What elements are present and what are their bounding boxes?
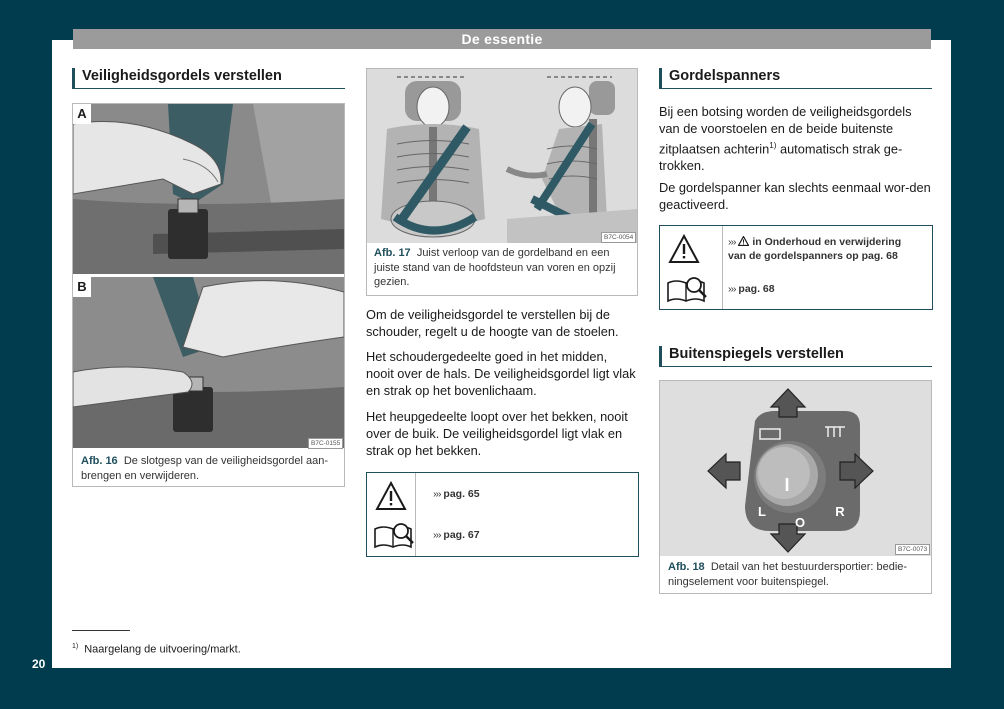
footnote [72,643,241,656]
paragraph-pretensioner-crash-part2: automatisch strak ge-trokken. [659,141,903,174]
warning-reference-text-line1: in Onderhoud en verwijdering [749,236,902,248]
figure-17-caption-text: Juist verloop van de gordelband en een juiste stand van de hoofdsteun van voren en opzij gezien. [374,247,616,288]
warning-reference-arrow: ››› [433,488,441,500]
figure-18-caption-label: Afb. 18 [668,561,705,573]
belt-buckle-release-illustration [73,277,344,448]
figure-16-panel-b [73,277,344,448]
paragraph-shoulder-position: Het schoudergedeelte goed in het midden, nooit over de hals. De veiligheidsgordel ligt vlak en strak op het bovenlichaam. [366,349,636,398]
figure-16-panel-a [73,104,344,274]
figure-18 [659,380,932,594]
warning-reference-link[interactable] [728,235,901,263]
knob-label-left: L [758,504,766,519]
section-heading-mirrors: Buitenspiegels verstellen [659,346,932,367]
footnote-rule [72,630,130,631]
figure-18-caption [668,560,926,589]
info-reference-link[interactable] [728,283,775,295]
footnote-text: Naargelang de uitvoering/markt. [84,643,241,656]
figure-18-image [660,381,931,556]
warning-triangle-icon [668,234,700,264]
figure-17 [366,68,638,296]
section-heading-adjust-belts: Veiligheidsgordels verstellen [72,68,345,89]
figure-16-caption [81,454,339,483]
knob-center-label: I [784,475,790,495]
warning-reference-link[interactable] [433,488,480,500]
paragraph-pretensioner-crash-part1: Bij een botsing worden de veiligheidsgordels van de voorstoelen en de beide buitenste zitplaatsen achterin [659,104,912,157]
book-magnifier-icon [373,521,415,551]
figure-16-caption-label: Afb. 16 [81,455,118,467]
reference-box-col2 [366,472,639,557]
knob-label-off: O [794,515,806,530]
info-reference-arrow: ››› [433,529,441,541]
small-warning-icon [738,236,749,246]
paragraph-lap-position: Het heupgedeelte loopt over het bekken, nooit over de buik. De veiligheidsgordel ligt vlak en strak op het bekken. [366,409,628,458]
figure-18-caption-text: Detail van het bestuurdersportier: bedie-ningselement voor buitenspiegel. [668,561,908,588]
warning-reference-text-line2: van de gordelspanners op pag. 68 [728,250,898,262]
page-number: 20 [32,657,46,671]
warning-reference-text: pag. 65 [443,488,480,500]
chapter-header: De essentie [73,29,931,49]
section-heading-pretensioners: Gordelspanners [659,68,932,89]
book-magnifier-icon [666,275,708,305]
mirror-control-knob-illustration [660,381,931,556]
reference-divider [722,226,723,309]
figure-16-code: B7C-0155 [308,438,343,449]
panel-label-b: B [73,277,91,297]
figure-18-code: B7C-0073 [895,544,930,555]
info-reference-text: pag. 68 [738,283,775,295]
figure-17-caption-label: Afb. 17 [374,247,411,259]
figure-16 [72,103,345,487]
figure-16-caption-text: De slotgesp van de veiligheidsgordel aan-brengen en verwijderen. [81,455,329,482]
paragraph-pretensioner-once: De gordelspanner kan slechts eenmaal wor-den geactiveerd. [659,180,931,212]
knob-label-right: R [835,504,845,519]
reference-box-col3 [659,225,933,310]
warning-triangle-icon [375,481,407,511]
info-reference-arrow: ››› [728,283,736,295]
figure-17-caption [374,246,632,290]
info-reference-link[interactable] [433,529,480,541]
info-reference-text: pag. 67 [443,529,480,541]
figure-17-image [367,69,637,243]
paragraph-shoulder-height: Om de veiligheidsgordel te verstellen bij de schouder, regelt u de hoogte van de stoelen. [366,307,619,339]
figure-17-code: B7C-0054 [601,232,636,243]
warning-reference-arrow: ››› [728,236,736,248]
paragraph-pretensioner-crash [659,103,932,174]
belt-routing-skeleton-illustration [367,69,637,243]
footnote-marker: 1) [72,643,79,650]
footnote-marker-ref: 1) [769,141,777,150]
panel-label-a: A [73,104,91,124]
belt-buckle-insert-illustration [73,104,344,274]
reference-divider [415,473,416,556]
